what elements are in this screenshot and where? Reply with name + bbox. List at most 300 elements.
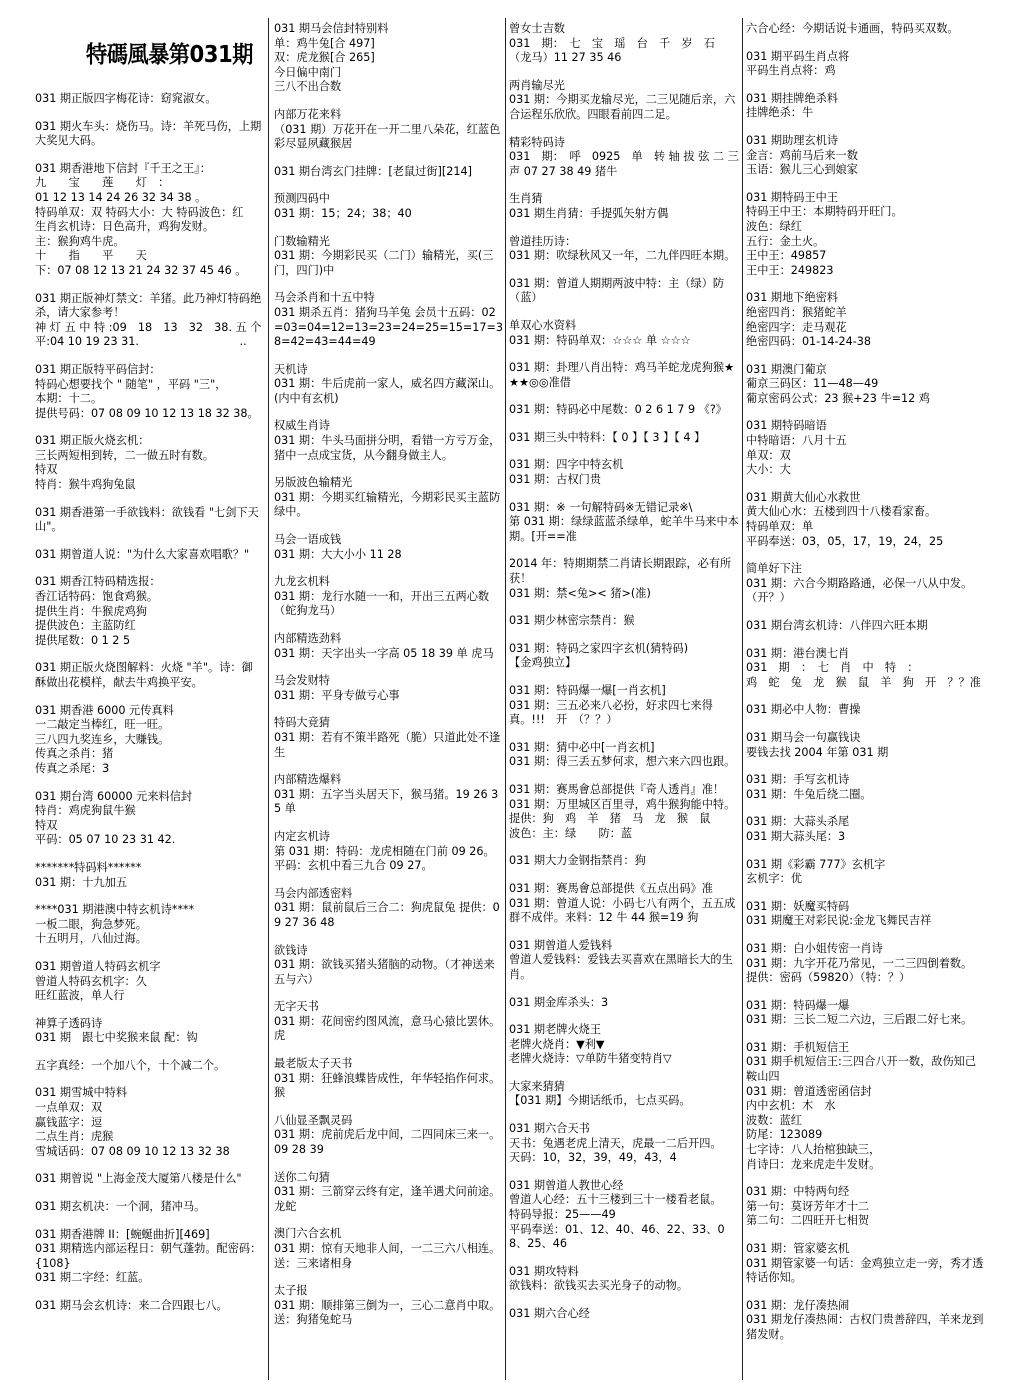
text-block — [509, 79, 741, 123]
text-block — [746, 999, 984, 1028]
text-line: 天机诗 — [274, 362, 308, 376]
text-block — [746, 1041, 984, 1172]
text-line: 031 期：九字开花乃常见，一二三四倒着数。 — [746, 956, 973, 970]
text-block — [274, 533, 504, 562]
text-line: 031 期手机短信王:三四合八开一数，敌伤知己鞍山四 — [746, 1055, 977, 1084]
text-line: 031 期：猜中必中[一肖玄机] — [509, 740, 655, 754]
text-line: 澳门六合玄机 — [274, 1227, 342, 1241]
text-line: 中特暗语：八月十五 — [746, 434, 847, 448]
text-block — [509, 431, 741, 446]
text-block — [509, 1179, 741, 1252]
text-line: 送你二句猜 — [274, 1170, 330, 1184]
text-block — [274, 419, 504, 463]
text-line: 031 期：15；24；38；40 — [274, 206, 412, 220]
text-line: 031 期马会一句赢钱诀 — [746, 730, 861, 744]
text-line: 第 031 期：绿绿蓝蓝杀绿单，蛇羊牛马来中本期。[开==准 — [509, 515, 739, 543]
text-line: 精彩特码诗 — [509, 135, 565, 149]
text-line: 波色：主：绿 防：蓝 — [509, 826, 633, 840]
text-line: 031 期： 七 宝 瑶 台 千 岁 石 （龙马）11 27 35 46 — [509, 36, 727, 65]
text-line: 单双心水资料 — [509, 318, 577, 332]
text-block — [35, 861, 263, 890]
text-line: 031 期：曾道人说：小码七八有两个，五五成群不成伴。来料：12 牛 44 猴=19 狗 — [509, 896, 736, 925]
text-line: 031 期管家婆一句话：金鸡独立走一旁，秀才透特话你知。 — [746, 1256, 984, 1285]
text-block — [509, 1265, 741, 1294]
text-line: 031 期六合天书 — [509, 1122, 590, 1136]
text-line: 031 期曾道人教世心经 — [509, 1178, 624, 1192]
text-line: 提供波色：主蓝防红 — [35, 619, 136, 633]
text-line: 马会杀肖和十五中特 — [274, 291, 375, 305]
text-line: 内部万花来料 — [274, 107, 342, 121]
text-line: 传真之杀尾：3 — [35, 761, 110, 775]
text-block — [746, 291, 984, 349]
text-line: 031 期：六合今期路路通，必保一八从中发。（开？） — [746, 576, 973, 605]
text-line: 特肖：猴牛鸡狗兔鼠 — [35, 478, 136, 492]
text-block — [746, 858, 984, 887]
text-block — [35, 790, 263, 848]
text-line: 太子报 — [274, 1284, 308, 1298]
text-block — [746, 1185, 984, 1229]
text-line: 三八不出合数 — [274, 80, 342, 94]
text-line: 特双 — [35, 818, 58, 832]
text-line: 香江话特码：饱食鸡猴。 — [35, 590, 159, 604]
text-block — [509, 642, 741, 671]
text-line: 01 12 13 14 24 26 32 34 38 。 — [35, 190, 207, 204]
text-line: 平码：05 07 10 23 31 42. — [35, 833, 176, 847]
text-block — [274, 632, 504, 661]
text-line: 天书：兔遇老虎上清天，虎最一二后开四。 — [509, 1136, 722, 1150]
text-block — [509, 557, 741, 601]
text-block — [746, 419, 984, 477]
text-line: 031 期：特码之家四字玄机(猜特码) — [509, 641, 689, 655]
text-line: 031 期挂牌绝杀料 — [746, 91, 839, 105]
text-line: 特码大竞猜 — [274, 716, 330, 730]
text-line: 葡京密码公式：23 猴+23 牛=12 鸡 — [746, 391, 930, 405]
text-block — [509, 996, 741, 1011]
text-block — [509, 1023, 741, 1067]
text-line: 031 期：若有不策半路死（脆）只道此处不逢生 — [274, 730, 501, 759]
text-block — [35, 903, 263, 947]
text-line: 马会发财特 — [274, 674, 330, 688]
text-line: 大家来猜猜 — [509, 1079, 565, 1093]
text-line: 单双：双 — [746, 448, 791, 462]
text-line: 十五明月，八仙过海。 — [35, 932, 147, 946]
text-line: 031 期台湾玄机诗：八伴四六旺本期 — [746, 619, 928, 632]
text-line: 031 期正版火烧图解料：火烧 "羊"。诗：御酥做出花模样，献去牛鸡换平安。 — [35, 661, 253, 689]
text-block — [274, 22, 504, 95]
text-line: 要钱去找 2004 年第 031 期 — [746, 745, 889, 759]
text-line: 031 期：手写玄机诗 — [746, 773, 850, 787]
text-line: 王中王：249823 — [746, 263, 834, 277]
text-line: 提供尾数：0 1 2 5 — [35, 633, 131, 647]
text-line: 031 期：欲钱买猪头猪脑的动物。（才神送来五与六） — [274, 958, 495, 986]
text-line: 葡京三码区：11—48—49 — [746, 377, 879, 391]
text-line: 031 期：今期彩民买（二门）输精光，买(三门，四门)中 — [274, 249, 494, 277]
text-block — [35, 661, 263, 690]
text-line: 另版波色输精光 — [274, 476, 353, 490]
text-block — [746, 619, 984, 634]
text-line: 防尾：123089 — [746, 1128, 823, 1142]
text-line: 031 期：曾道透密函信封 — [746, 1084, 872, 1098]
text-line: 031 期香港牌 II：[蜿蜒曲折][469] — [35, 1227, 210, 1241]
text-line: 031 期正版特平码信封： — [35, 362, 161, 376]
text-line: 特双 — [35, 463, 58, 477]
text-line: 031 期：惊有天地非人间，一二三六八相连。 送：三来诸相身 — [274, 1242, 504, 1270]
text-line: 031 期：五字当头居天下，猴马猪。19 26 35 单 — [274, 787, 499, 816]
text-line: 031 期平码生肖点将 — [746, 49, 850, 63]
text-block — [274, 1000, 504, 1044]
text-line: 门数输精光 — [274, 234, 330, 248]
text-line: 内定玄机诗 — [274, 829, 330, 843]
text-line: 031 期台湾玄门挂牌：[老鼠过街][214] — [274, 164, 472, 178]
text-line: 欲钱料：欲钱买去买光身子的动物。 — [509, 1279, 689, 1293]
text-line: 031 期：狂蜂浪蝶皆成性，年华轻掐作何求。猴 — [274, 1071, 501, 1100]
text-line: 031 期：三箭穿云终有定，逢羊遇犬问前途。龙蛇 — [274, 1185, 501, 1213]
text-block — [509, 136, 741, 180]
column-divider — [505, 18, 506, 1380]
text-block — [274, 108, 504, 152]
text-line: 特码单双：单 — [746, 520, 814, 534]
text-block — [746, 134, 984, 178]
text-line: 金言：鸡前马后来一数 — [746, 148, 858, 162]
text-line: 本期：十二。 — [35, 392, 103, 406]
text-line: 内部精选爆料 — [274, 773, 342, 787]
text-line: 031 期老牌火烧王 — [509, 1023, 602, 1037]
text-block — [509, 1122, 741, 1166]
text-line: 031 期：赛馬會总部提供《五点出码》准 — [509, 881, 713, 895]
text-line: 031 期：特码单双：☆☆☆ 单 ☆☆☆ — [509, 333, 691, 347]
text-block — [509, 361, 741, 390]
text-block — [35, 704, 263, 777]
text-line: 031 期：曾道人期期两波中特：主（绿）防（蓝） — [509, 276, 725, 305]
text-block — [274, 165, 504, 180]
text-line: 鸡 蛇 兔 龙 猴 鼠 羊 狗 开 ？？准 — [746, 675, 981, 689]
text-line: 玉语：猴儿三心到娘家 — [746, 163, 858, 177]
text-line: 031 期：港台澳七肖 — [746, 646, 850, 660]
text-line: 平:04 10 19 23 31. .. — [35, 335, 247, 349]
text-block — [35, 1299, 263, 1314]
text-line: 欲钱诗 — [274, 943, 308, 957]
text-block — [746, 1299, 984, 1343]
text-line: 031 期黄大仙心水救世 — [746, 490, 861, 504]
text-line: 无字天书 — [274, 1000, 319, 1014]
text-line: 王中王：49857 — [746, 249, 827, 263]
text-line: 031 期香港 6000 元传真料 — [35, 703, 174, 717]
text-block — [35, 120, 263, 149]
text-block — [509, 1307, 741, 1322]
text-line: 031 期：牛后虎前一家人，威名四方藏深山。(内中有玄机) — [274, 377, 501, 405]
text-line: 031 期：万里城区百里寻，鸡牛猴狗能中特。 — [509, 797, 736, 811]
text-line: 031 期：鼠前鼠后三合二：狗虎鼠兔 提供：09 27 36 48 — [274, 901, 500, 929]
text-line: 031 期：虎前虎后龙中间，二四同床三来一。09 28 39 — [274, 1128, 501, 1157]
text-block — [274, 830, 504, 874]
text-line: 031 期香港地下信封『千王之王』： — [35, 161, 211, 175]
text-line: 权威生肖诗 — [274, 419, 330, 433]
text-line: 赢钱蓝字：逗 — [35, 1115, 103, 1129]
text-line: 031 期马会玄机诗：来二合四跟七八。 — [35, 1299, 228, 1312]
text-line: 031 期杀五肖：猪狗马羊兔 会员十五码：02=03=04=12=13=23=24=25=15=17=38=42=43=44=49 — [274, 305, 503, 349]
text-line: 031 期：天字出头一字高 05 18 39 单 虎马 — [274, 646, 494, 660]
text-line: 双：虎龙猴[合 265] — [274, 51, 375, 65]
text-line: 031 期：手机短信王 — [746, 1040, 850, 1054]
text-line: 平码奉送：01、12、40、46、22、33、08、25、46 — [509, 1222, 725, 1251]
text-line: 一二敲定当棒红，旺一旺。 — [35, 718, 170, 732]
text-line: 031 期三头中特料：【 0 】【 3 】【 4 】 — [509, 430, 706, 444]
text-line: 五行：金土火。 — [746, 234, 825, 248]
text-line: 第一句：莫讶芳年才十二 — [746, 1199, 870, 1213]
text-line: 031 期：龙行水随一一和，开出三五两心数（蛇狗龙马） — [274, 589, 490, 618]
text-line: 031 期：牛兔后绕二圈。 — [746, 787, 872, 801]
text-line: 031 期：今期买龙输尽光，二三见随后亲，六合运程乐欣欣。四眼看前四二足。 — [509, 93, 736, 121]
text-block — [35, 1086, 263, 1159]
text-line: 031 期：平身专做亏心事 — [274, 688, 400, 702]
text-line: 雪城话码：07 08 09 10 12 13 32 38 — [35, 1144, 230, 1158]
text-line: 031 期大力金钢指禁肖：狗 — [509, 854, 646, 868]
text-block — [274, 1114, 504, 1158]
text-line: 031 期精选内部运程日：朝气蓬勃。配密码：{108} — [35, 1242, 262, 1270]
text-line: 031 期：特码必中尾数：0 2 6 1 7 9 《?》 — [509, 403, 727, 417]
text-line: 曾道人特码玄机字：久 — [35, 974, 147, 988]
text-line: 031 期：※ 一句解特码※无错记录※\ — [509, 500, 693, 514]
column-1 — [35, 30, 263, 1327]
text-block — [274, 476, 504, 520]
text-line: 031 期香江特码精选报： — [35, 575, 161, 589]
text-block — [35, 575, 263, 648]
text-line: 特码心想要找个 " 随笔" ，平码 "三"， — [35, 377, 227, 391]
text-line: 031 期：特码爆一爆[一肖玄机] — [509, 684, 666, 697]
text-block — [746, 900, 984, 929]
text-line: 七字诗：八人抬棺独缺三， — [746, 1143, 881, 1157]
text-line: 031 期魔王对彩民说:金龙飞舞民吉祥 — [746, 914, 932, 928]
text-line: 黄大仙心水：五楼到四十八楼看家畜。 — [746, 505, 937, 519]
text-block — [509, 854, 741, 869]
text-block — [746, 562, 984, 606]
text-line: 031 期：卦理八肖出特：鸡马羊蛇龙虎狗猴★★★◎◎准借 — [509, 361, 735, 389]
text-line: 031 期助理玄机诗 — [746, 133, 839, 147]
text-line: 八仙显圣飘灵码 — [274, 1113, 353, 1127]
text-line: 031 期二字经：红蓝。 — [35, 1271, 150, 1285]
text-block — [509, 403, 741, 418]
text-line: 031 期地下绝密料 — [746, 291, 839, 305]
text-block — [274, 1171, 504, 1215]
text-line: 挂牌绝杀：牛 — [746, 106, 814, 120]
text-line: 十 指 平 天 — [35, 249, 147, 263]
text-line: 031 期： 呼 0925 单 转 轴 拔 弦 二 三 声 07 27 38 49 猪牛 — [509, 150, 743, 178]
text-line: 031 期：特码爆一爆 — [746, 998, 850, 1012]
text-block — [746, 942, 984, 986]
text-line: 031 期金库杀头：3 — [509, 995, 609, 1009]
text-block — [35, 1200, 263, 1215]
text-line: 031 期雪城中特料 — [35, 1086, 128, 1100]
text-line: 031 期：赛馬會总部提供『奇人透肖』准！ — [509, 782, 725, 796]
text-block — [746, 191, 984, 279]
text-line: 波数：蓝红 — [746, 1113, 802, 1127]
text-line: 031 期曾道人爱钱料 — [509, 938, 613, 952]
column-divider — [742, 18, 743, 1380]
text-line: 平码生肖点将：鸡 — [746, 64, 836, 78]
column-divider — [268, 18, 269, 1380]
text-line: 031 期：四字中特玄机 — [509, 458, 624, 472]
text-line: 031 期：吹绿秋风又一年，二九伴四旺本期。 — [509, 249, 736, 263]
text-block — [35, 960, 263, 1004]
text-line: 五字真经：一个加八个，十个减二个。 — [35, 1058, 226, 1072]
text-line: 031 期：管家婆玄机 — [746, 1242, 850, 1255]
text-line: 今日偏中南门 — [274, 65, 342, 79]
text-block — [746, 50, 984, 79]
text-block — [35, 92, 263, 107]
text-line: 特码导报：25——49 — [509, 1208, 616, 1222]
text-line: 【金鸡独立】 — [509, 656, 577, 670]
text-line: 大小：大 — [746, 463, 791, 477]
text-block — [509, 684, 741, 728]
text-line: 031 期香港第一手欲钱料：欲钱看 "七剑下天山"。 — [35, 505, 259, 534]
text-line: 031 期正版四字梅花诗：窈窕淑女。 — [35, 92, 217, 105]
text-line: 031 期正版神灯禁文：羊猪。此乃神灯特码绝杀，请大家参考！ — [35, 291, 262, 320]
text-line: 031 期曾道人特码玄机字 — [35, 959, 161, 973]
text-line: 031 期：三长二短二六边，三后跟二好七来。 — [746, 1013, 973, 1027]
text-block — [35, 1228, 263, 1286]
text-line: 下：07 08 12 13 21 24 32 37 45 46 。 — [35, 263, 247, 277]
text-line: 031 期：白小姐传密一肖诗 — [746, 941, 883, 955]
text-block — [509, 192, 741, 221]
text-line: 曾道人爱钱料：爱钱去买喜欢在黑暗长大的生肖。 — [509, 953, 733, 981]
text-block — [746, 773, 984, 802]
text-block — [274, 192, 504, 221]
column-4 — [746, 22, 984, 1356]
text-line: 第二句：二四旺开七相贺 — [746, 1214, 870, 1228]
text-line: 031 期攻特料 — [509, 1264, 579, 1278]
text-line: 031 期：得三丢五梦何求，想六来六四也跟。 — [509, 755, 736, 769]
text-line: 031 期曾说 "上海金茂大厦第八楼是什么" — [35, 1172, 242, 1186]
text-line: 提供生肖：牛猴虎鸡狗 — [35, 604, 147, 618]
text-line: （031 期）万花开在一开二里八朵花，红蓝色彩尽显夙藏猴居 — [274, 122, 501, 151]
text-line: 马会内部透密料 — [274, 886, 353, 900]
text-line: 简单好下注 — [746, 562, 802, 576]
text-line: 031 期澳门葡京 — [746, 362, 827, 376]
text-line: 九龙玄机料 — [274, 575, 330, 589]
text-line: 031 期六合心经 — [509, 1307, 590, 1320]
text-line: 2014 年：特期期禁二肖请长期跟踪，必有所获！ — [509, 557, 732, 586]
text-block — [274, 1057, 504, 1101]
text-block — [746, 703, 984, 718]
text-block — [746, 815, 984, 844]
text-line: 三八四九奖连乡，大赚钱。 — [35, 732, 170, 746]
text-block — [274, 944, 504, 988]
text-line: 特码单双：双 特码大小：大 特码波色：红 — [35, 205, 244, 219]
text-line: 031 期少林密宗禁肖：猴 — [509, 614, 635, 628]
text-line: 031 期：十九加五 — [35, 875, 128, 889]
text-line: 031 期：顺排第三倒为一，三心二意肖中取。送：狗猪兔蛇马 — [274, 1298, 501, 1327]
text-line: 031 期：牛头马面拼分明，看错一方亏万金，猪中一点成宝货，从今翻身做主人。 — [274, 434, 501, 462]
text-line: 六合心经：今期话说卡通画，特码买双数。 — [746, 22, 959, 35]
text-block — [509, 783, 741, 841]
text-line: 031 期：大蒜头杀尾 — [746, 815, 850, 829]
text-block — [274, 575, 504, 619]
text-line: 曾道人心经：五十三楼到三十一楼看老鼠。 — [509, 1193, 722, 1207]
text-block — [746, 1242, 984, 1286]
text-line: 提供号码：07 08 09 10 12 13 18 32 38。 — [35, 406, 259, 420]
text-block — [274, 887, 504, 931]
text-line: 第 031 期：特码：龙虎相随在门前 09 26。平码：玄机中看三九合 09 27。 — [274, 844, 495, 873]
text-line: 绝密四码：01-14-24-38 — [746, 335, 871, 349]
text-block — [509, 458, 741, 487]
text-line: 031 期生肖猜：手提弧矢射方偶 — [509, 206, 669, 220]
text-line: 旺红蓝波，单人行 — [35, 989, 125, 1003]
text-line: 三长两短相到转，二一做五时有数。 — [35, 448, 215, 462]
text-line: 031 期大蒜头尾：3 — [746, 829, 846, 843]
text-block — [509, 1080, 741, 1109]
text-line: 特码王中王：本期特码开旺门。 — [746, 205, 903, 219]
text-block — [35, 363, 263, 421]
text-line: 马会一语成钱 — [274, 533, 342, 547]
text-line: 主：猴狗鸡牛虎。 — [35, 234, 125, 248]
text-line: 031 期马会信封特别料 — [274, 22, 389, 35]
text-line: 生肖猜 — [509, 192, 543, 206]
text-line: 031 期必中人物：曹操 — [746, 703, 861, 717]
text-block — [746, 92, 984, 121]
text-block — [746, 731, 984, 760]
text-line: ****031 期港澳中特玄机诗**** — [35, 903, 195, 917]
text-block — [35, 162, 263, 279]
text-line: 031 期正版火烧玄机： — [35, 434, 150, 448]
text-line: 提供：狗 鸡 羊 猪 马 龙 猴 鼠 — [509, 812, 711, 826]
text-block — [509, 741, 741, 770]
text-line: 最老版太子天书 — [274, 1057, 353, 1071]
text-line: 031 期 ： 七 肖 中 特 ： — [746, 661, 919, 675]
text-line: 二点生肖：虎猴 — [35, 1130, 114, 1144]
text-line: 【031 期】今期话纸币，七点买码。 — [509, 1094, 691, 1108]
text-line: 两肖输尽光 — [509, 78, 565, 92]
text-line: 老牌火烧肖：▼利▼ — [509, 1037, 605, 1051]
text-line: 031 期《彩霸 777》玄机字 — [746, 857, 886, 871]
text-line: 031 期特码暗语 — [746, 419, 827, 433]
text-line: 内中玄机：木 水 — [746, 1099, 836, 1113]
text-block — [274, 674, 504, 703]
text-block — [274, 1284, 504, 1328]
text-line: 特肖：鸡虎狗鼠牛猴 — [35, 804, 136, 818]
text-line: 一板二眼，狗急梦死。 — [35, 917, 147, 931]
page-title: 特碼風暴第031期 — [86, 42, 253, 68]
text-line: 一点单双：双 — [35, 1101, 103, 1115]
text-block — [35, 1172, 263, 1187]
text-line: 九 宝 莲 灯 ： — [35, 176, 170, 190]
text-block — [509, 22, 741, 66]
text-block — [746, 363, 984, 407]
text-line: 肖诗曰：龙来虎走牛发财。 — [746, 1157, 881, 1171]
text-block — [35, 506, 263, 535]
text-block — [746, 22, 984, 37]
text-line: 生肖玄机诗：日色高升，鸡狗发财。 — [35, 220, 215, 234]
text-block — [509, 882, 741, 926]
text-line: 波色：绿红 — [746, 219, 802, 233]
text-line: 031 期：中特两句经 — [746, 1185, 850, 1199]
column-2 — [274, 22, 504, 1341]
text-block — [509, 319, 741, 348]
text-line: 031 期特码王中王 — [746, 190, 839, 204]
text-block — [509, 939, 741, 983]
text-block — [35, 1059, 263, 1074]
text-line: 031 期：三五必来八必扮，好求四七来得真。!!! 开 （？？） — [509, 698, 713, 727]
text-line: 老牌火烧诗：▽单防牛猪变特肖▽ — [509, 1052, 672, 1066]
text-line: 031 期：花间密约图风流，意马心猿比罢休。虎 — [274, 1014, 501, 1043]
text-line: 031 期龙仔凑热闹：古权门贵善辞四，羊来龙到猪发财。 — [746, 1313, 984, 1341]
text-line: 神算子透码诗 — [35, 1016, 103, 1030]
text-block — [509, 277, 741, 306]
text-line: 031 期火车头：烧伤马。诗：羊死马伤，上期大奖见大码。 — [35, 119, 262, 148]
column-3 — [509, 22, 741, 1335]
text-line: 031 期：古权门贵 — [509, 473, 602, 487]
text-line: 曾女士吉数 — [509, 22, 565, 35]
text-line: 031 期玄机决：一个洞，猪冲马。 — [35, 1200, 206, 1214]
